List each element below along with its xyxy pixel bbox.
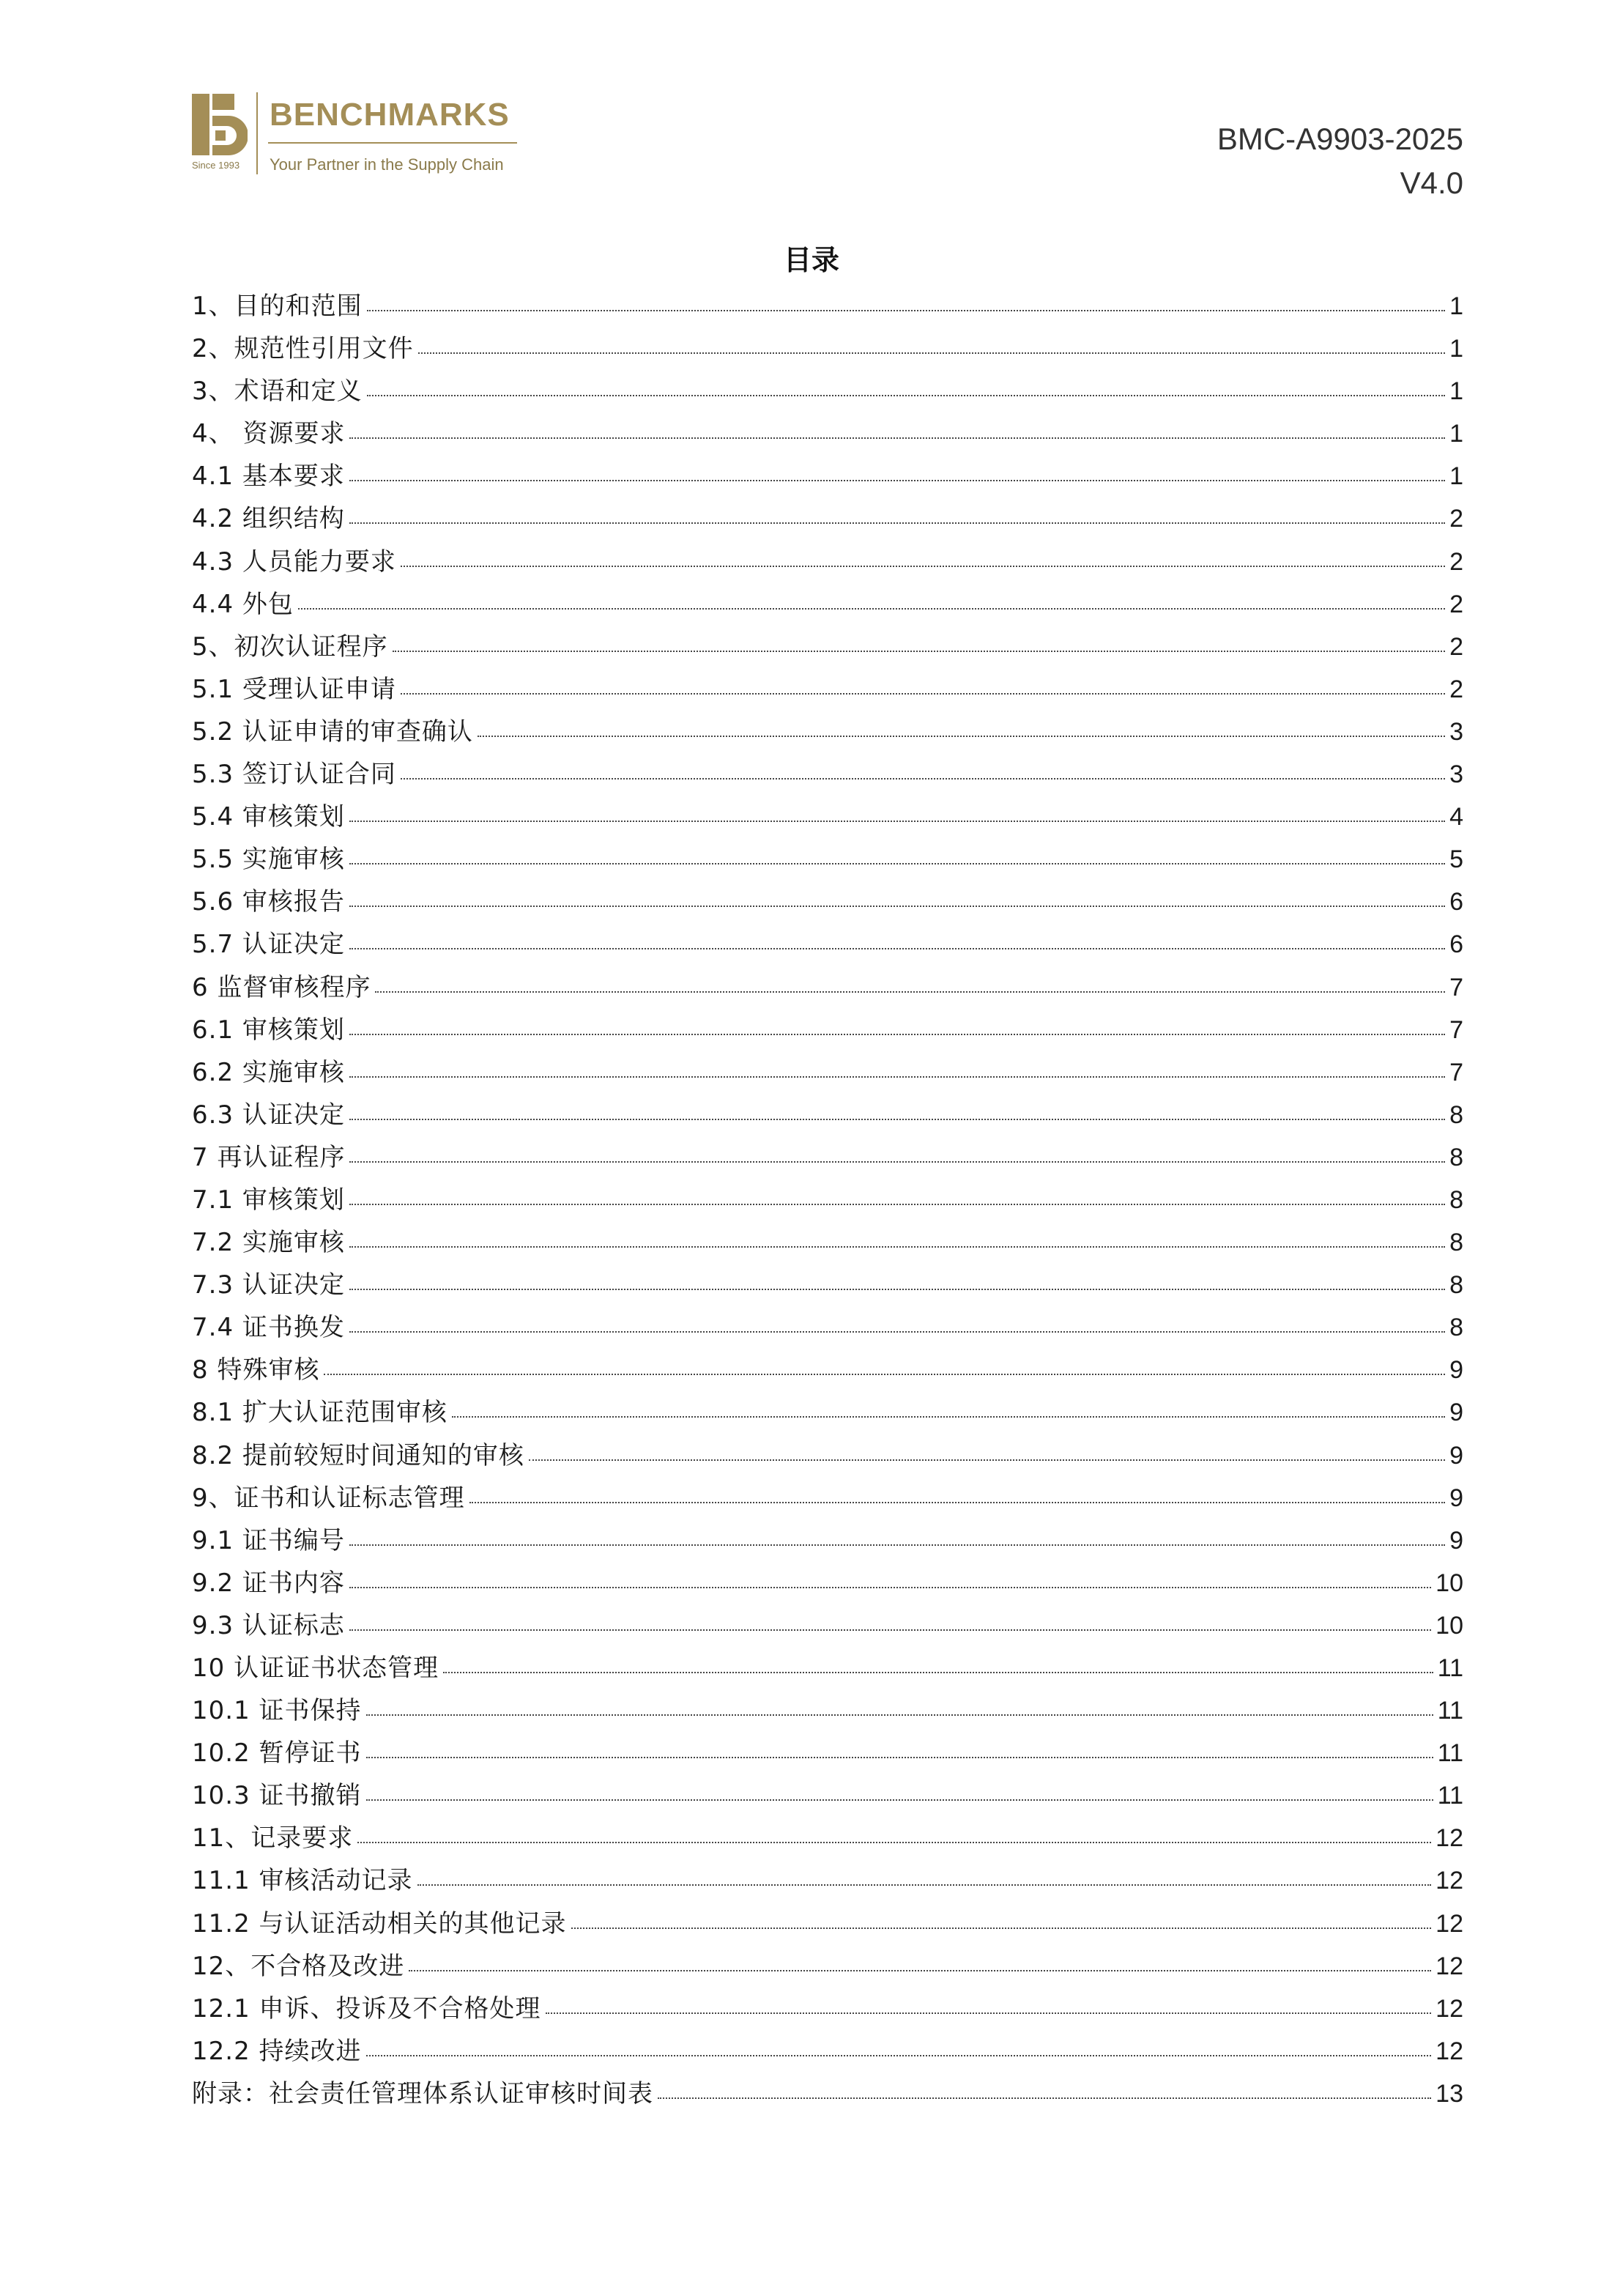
- toc-entry[interactable]: [192, 839, 1463, 881]
- toc-entry[interactable]: [192, 1988, 1463, 2031]
- toc-entry[interactable]: [192, 924, 1463, 966]
- document-version: V4.0: [1400, 166, 1463, 200]
- toc-leader-dots: [478, 736, 1445, 737]
- brand-name: BENCHMARKS: [270, 97, 510, 133]
- toc-entry-page: 10: [1436, 1569, 1463, 1597]
- toc-entry-label: 5、初次认证程序: [192, 632, 388, 662]
- toc-entry-label: 8.1 扩大认证范围审核: [192, 1398, 447, 1428]
- toc-entry-page: 5: [1449, 845, 1463, 874]
- toc-leader-dots: [443, 1672, 1433, 1673]
- toc-leader-dots: [401, 693, 1445, 695]
- toc-entry-page: 2: [1449, 632, 1463, 661]
- toc-entry-page: 11: [1437, 1782, 1463, 1810]
- toc-entry[interactable]: [192, 796, 1463, 839]
- toc-leader-dots: [417, 1884, 1432, 1886]
- toc-leader-dots: [349, 1119, 1445, 1120]
- benchmarks-logo-icon: [192, 94, 248, 155]
- brand-tagline: Your Partner in the Supply Chain: [270, 155, 504, 174]
- toc-entry[interactable]: [192, 1180, 1463, 1222]
- toc-entry-page: 8: [1449, 1143, 1463, 1171]
- toc-entry[interactable]: [192, 1648, 1463, 1690]
- toc-entry-label: 11.1 审核活动记录: [192, 1866, 413, 1896]
- toc-entry-page: 1: [1449, 462, 1463, 491]
- toc-leader-dots: [349, 1587, 1431, 1588]
- toc-entry[interactable]: [192, 2073, 1463, 2116]
- toc-entry[interactable]: [192, 1520, 1463, 1563]
- toc-entry-label: 3、术语和定义: [192, 377, 363, 407]
- toc-leader-dots: [349, 1076, 1445, 1078]
- toc-leader-dots: [349, 863, 1445, 864]
- toc-leader-dots: [469, 1502, 1445, 1503]
- toc-entry[interactable]: [192, 1563, 1463, 1605]
- toc-leader-dots: [349, 1289, 1445, 1290]
- toc-entry[interactable]: [192, 1095, 1463, 1137]
- toc-entry-label: 12、不合格及改进: [192, 1951, 405, 1981]
- toc-entry[interactable]: [192, 1137, 1463, 1180]
- toc-leader-dots: [349, 522, 1445, 524]
- toc-entry[interactable]: [192, 328, 1463, 371]
- toc-entry-page: 11: [1437, 1654, 1463, 1682]
- toc-leader-dots: [349, 1629, 1431, 1631]
- toc-entry-page: 3: [1449, 760, 1463, 789]
- toc-entry-label: 10.2 暂停证书: [192, 1738, 362, 1769]
- toc-entry-page: 7: [1449, 1058, 1463, 1086]
- toc-leader-dots: [366, 1714, 1433, 1716]
- toc-entry-page: 1: [1449, 292, 1463, 320]
- toc-entry-label: 附录：社会责任管理体系认证审核时间表: [192, 2078, 653, 2108]
- toc-entry[interactable]: [192, 711, 1463, 754]
- toc-entry-page: 8: [1449, 1271, 1463, 1300]
- toc-entry[interactable]: [192, 669, 1463, 711]
- toc-entry-label: 6.2 实施审核: [192, 1057, 345, 1087]
- toc-leader-dots: [658, 2097, 1431, 2099]
- toc-entry[interactable]: [192, 1010, 1463, 1052]
- toc-entry-page: 8: [1449, 1185, 1463, 1214]
- toc-entry-page: 8: [1449, 1314, 1463, 1342]
- toc-entry[interactable]: [192, 967, 1463, 1010]
- toc-leader-dots: [367, 310, 1445, 311]
- toc-leader-dots: [298, 608, 1445, 610]
- toc-entry[interactable]: [192, 498, 1463, 541]
- toc-entry-label: 5.2 认证申请的审查确认: [192, 716, 473, 747]
- toc-entry-label: 4.4 外包: [192, 589, 294, 619]
- toc-entry[interactable]: [192, 1818, 1463, 1860]
- toc-entry-label: 11、记录要求: [192, 1823, 354, 1854]
- toc-entry[interactable]: [192, 1392, 1463, 1434]
- toc-entry[interactable]: [192, 371, 1463, 413]
- toc-entry-page: 12: [1436, 1867, 1463, 1895]
- toc-entry[interactable]: [192, 584, 1463, 626]
- toc-entry-page: 12: [1436, 2037, 1463, 2065]
- toc-entry-label: 4.1 基本要求: [192, 462, 345, 492]
- since-label: Since 1993: [192, 160, 240, 171]
- toc-leader-dots: [366, 2055, 1432, 2056]
- toc-entry-label: 9、证书和认证标志管理: [192, 1483, 465, 1513]
- toc-entry-page: 2: [1449, 675, 1463, 703]
- toc-entry-label: 1、目的和范围: [192, 292, 363, 321]
- toc-entry-label: 5.3 签订认证合同: [192, 760, 396, 790]
- toc-entry-page: 2: [1449, 547, 1463, 576]
- toc-entry-label: 8.2 提前较短时间通知的审核: [192, 1440, 524, 1470]
- toc-leader-dots: [529, 1459, 1445, 1461]
- document-code: BMC-A9903-2025: [1217, 122, 1463, 156]
- toc-entry[interactable]: [192, 1264, 1463, 1307]
- toc-entry[interactable]: [192, 1052, 1463, 1095]
- toc-entry-page: 13: [1436, 2079, 1463, 2108]
- toc-entry-page: 9: [1449, 1484, 1463, 1512]
- toc-entry[interactable]: [192, 1478, 1463, 1520]
- toc-entry[interactable]: [192, 1435, 1463, 1478]
- toc-entry-label: 10.3 证书撤销: [192, 1781, 362, 1811]
- toc-leader-dots: [393, 651, 1445, 652]
- toc-entry[interactable]: [192, 1903, 1463, 1946]
- toc-entry-label: 5.6 审核报告: [192, 887, 345, 917]
- toc-leader-dots: [349, 821, 1445, 822]
- toc-entry-page: 8: [1449, 1100, 1463, 1129]
- toc-entry-page: 1: [1449, 335, 1463, 363]
- toc-entry[interactable]: [192, 286, 1463, 328]
- toc-entry-page: 12: [1436, 1952, 1463, 1980]
- toc-entry-label: 11.2 与认证活动相关的其他记录: [192, 1908, 567, 1938]
- toc-entry-label: 6.3 认证决定: [192, 1100, 345, 1130]
- toc-entry-page: 12: [1436, 1994, 1463, 2023]
- toc-leader-dots: [349, 1161, 1445, 1163]
- toc-entry-page: 9: [1449, 1399, 1463, 1427]
- toc-entry-page: 11: [1437, 1739, 1463, 1768]
- toc-leader-dots: [349, 437, 1445, 439]
- toc-entry-page: 7: [1449, 1015, 1463, 1044]
- toc-leader-dots: [401, 566, 1445, 567]
- toc-leader-dots: [324, 1374, 1445, 1375]
- toc-entry-label: 5.1 受理认证申请: [192, 674, 396, 704]
- toc-entry-label: 6 监督审核程序: [192, 972, 371, 1002]
- toc-entry-page: 9: [1449, 1441, 1463, 1470]
- toc-entry-label: 12.1 申诉、投诉及不合格处理: [192, 1993, 541, 2023]
- toc-entry-page: 6: [1449, 888, 1463, 916]
- toc-entry-page: 8: [1449, 1229, 1463, 1257]
- toc-entry[interactable]: [192, 2031, 1463, 2073]
- toc-entry-page: 7: [1449, 973, 1463, 1001]
- logo-divider: [256, 92, 258, 174]
- toc-entry-page: 12: [1436, 1909, 1463, 1938]
- toc-entry-label: 7 再认证程序: [192, 1142, 346, 1172]
- toc-entry-page: 1: [1449, 420, 1463, 448]
- toc-entry-label: 9.2 证书内容: [192, 1568, 345, 1598]
- toc-leader-dots: [349, 948, 1445, 949]
- toc-leader-dots: [367, 395, 1445, 396]
- toc-entry[interactable]: [192, 413, 1463, 456]
- toc-entry-page: 11: [1437, 1697, 1463, 1725]
- toc-entry-page: 12: [1436, 1824, 1463, 1853]
- toc-entry-label: 4、 资源要求: [192, 419, 346, 449]
- toc-entry-label: 6.1 审核策划: [192, 1015, 345, 1045]
- toc-entry-label: 7.1 审核策划: [192, 1185, 345, 1215]
- toc-entry-label: 7.3 认证决定: [192, 1270, 345, 1300]
- table-of-contents: [192, 286, 1463, 2116]
- toc-entry[interactable]: [192, 1222, 1463, 1264]
- toc-entry-page: 9: [1449, 1356, 1463, 1385]
- toc-entry[interactable]: [192, 1605, 1463, 1648]
- toc-entry-page: 4: [1449, 803, 1463, 832]
- toc-leader-dots: [349, 1331, 1445, 1333]
- toc-entry[interactable]: [192, 1860, 1463, 1903]
- toc-leader-dots: [452, 1416, 1445, 1418]
- toc-entry[interactable]: [192, 1349, 1463, 1392]
- toc-leader-dots: [366, 1757, 1433, 1758]
- toc-leader-dots: [409, 1970, 1431, 1971]
- toc-entry-label: 4.3 人员能力要求: [192, 547, 396, 577]
- toc-entry-label: 7.4 证书换发: [192, 1313, 345, 1343]
- toc-entry-label: 5.7 认证决定: [192, 930, 345, 960]
- toc-leader-dots: [349, 906, 1445, 907]
- toc-entry-page: 2: [1449, 505, 1463, 533]
- toc-entry[interactable]: [192, 1733, 1463, 1775]
- toc-entry[interactable]: [192, 541, 1463, 584]
- toc-entry-label: 9.1 证书编号: [192, 1525, 345, 1555]
- toc-entry-label: 4.2 组织结构: [192, 504, 345, 534]
- toc-entry-page: 1: [1449, 377, 1463, 406]
- toc-entry[interactable]: [192, 456, 1463, 498]
- toc-entry-page: 9: [1449, 1526, 1463, 1555]
- toc-entry-page: 2: [1449, 590, 1463, 618]
- toc-entry[interactable]: [192, 1946, 1463, 1988]
- toc-leader-dots: [546, 2012, 1432, 2014]
- brand-rule: [268, 142, 517, 144]
- toc-leader-dots: [349, 1544, 1445, 1546]
- toc-entry-label: 7.2 实施审核: [192, 1228, 345, 1258]
- toc-entry-label: 10.1 证书保持: [192, 1696, 362, 1726]
- toc-title: 目录: [783, 244, 839, 276]
- toc-entry[interactable]: [192, 1775, 1463, 1818]
- toc-leader-dots: [349, 480, 1445, 481]
- toc-leader-dots: [357, 1842, 1431, 1843]
- toc-leader-dots: [418, 352, 1445, 354]
- toc-entry-label: 10 认证证书状态管理: [192, 1654, 439, 1683]
- toc-entry[interactable]: [192, 881, 1463, 924]
- toc-entry-page: 6: [1449, 930, 1463, 959]
- toc-leader-dots: [571, 1927, 1432, 1929]
- toc-entry[interactable]: [192, 626, 1463, 669]
- toc-entry-label: 9.3 认证标志: [192, 1610, 345, 1640]
- toc-entry[interactable]: [192, 754, 1463, 796]
- toc-entry-label: 5.4 审核策划: [192, 802, 345, 832]
- toc-entry-page: 10: [1436, 1611, 1463, 1640]
- toc-entry-label: 2、规范性引用文件: [192, 334, 414, 364]
- toc-entry-label: 5.5 实施审核: [192, 845, 345, 875]
- toc-entry[interactable]: [192, 1307, 1463, 1349]
- toc-leader-dots: [349, 1204, 1445, 1205]
- toc-leader-dots: [349, 1246, 1445, 1248]
- document-code-block: [1217, 117, 1463, 205]
- toc-entry-label: 12.2 持续改进: [192, 2036, 362, 2066]
- toc-entry[interactable]: [192, 1690, 1463, 1733]
- toc-entry-label: 8 特殊审核: [192, 1355, 320, 1385]
- toc-leader-dots: [349, 1034, 1445, 1035]
- toc-entry-page: 3: [1449, 717, 1463, 746]
- toc-leader-dots: [375, 991, 1445, 993]
- toc-leader-dots: [401, 778, 1445, 779]
- toc-leader-dots: [366, 1799, 1433, 1801]
